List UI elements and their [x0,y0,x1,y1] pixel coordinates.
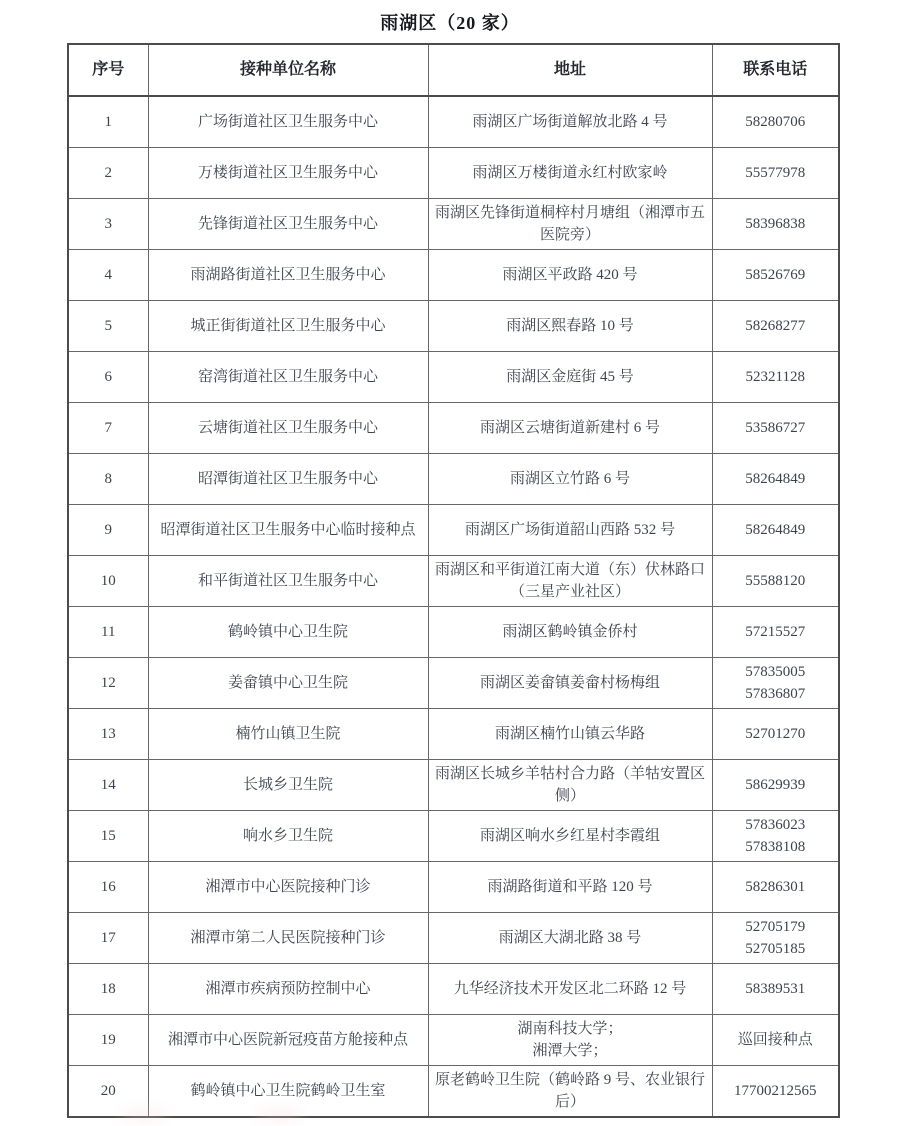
table-header [68,44,839,96]
unit-name-cell: 昭潭街道社区卫生服务中心 [148,454,428,505]
header-row [68,44,839,96]
address-cell: 雨湖区大湖北路 38 号 [428,913,712,964]
address-cell: 雨湖路街道和平路 120 号 [428,862,712,913]
phone-cell: 58286301 [712,862,839,913]
table-row [68,199,839,250]
ordinal-cell: 5 [68,301,148,352]
phone-cell: 53586727 [712,403,839,454]
ordinal-cell: 16 [68,862,148,913]
phone-cell: 58526769 [712,250,839,301]
address-cell: 雨湖区长城乡羊牯村合力路（羊牯安置区侧） [428,760,712,811]
table-row [68,403,839,454]
phone-cell: 58280706 [712,96,839,148]
unit-name-cell: 广场街道社区卫生服务中心 [148,96,428,148]
page-title: 雨湖区（20 家） [380,13,520,33]
address-cell: 雨湖区楠竹山镇云华路 [428,709,712,760]
ordinal-cell: 18 [68,964,148,1015]
vaccination-sites-table [67,43,840,1118]
table-row [68,505,839,556]
ordinal-cell: 20 [68,1066,148,1118]
ordinal-cell: 8 [68,454,148,505]
ordinal-cell: 10 [68,556,148,607]
address-cell: 雨湖区立竹路 6 号 [428,454,712,505]
header-address: 地址 [428,44,712,96]
phone-cell: 58629939 [712,760,839,811]
ordinal-cell: 15 [68,811,148,862]
header-ordinal: 序号 [68,44,148,96]
phone-cell: 55577978 [712,148,839,199]
unit-name-cell: 姜畲镇中心卫生院 [148,658,428,709]
address-cell: 雨湖区万楼街道永红村欧家岭 [428,148,712,199]
header-phone: 联系电话 [712,44,839,96]
phone-cell: 52321128 [712,352,839,403]
phone-cell: 57835005 57836807 [712,658,839,709]
phone-cell: 58268277 [712,301,839,352]
address-cell: 雨湖区响水乡红星村李霞组 [428,811,712,862]
unit-name-cell: 湘潭市疾病预防控制中心 [148,964,428,1015]
table-row [68,658,839,709]
table-row [68,1015,839,1066]
table-row [68,96,839,148]
table-row [68,454,839,505]
table-row [68,862,839,913]
table-row [68,964,839,1015]
address-cell: 雨湖区广场街道解放北路 4 号 [428,96,712,148]
table-row [68,607,839,658]
phone-cell: 58389531 [712,964,839,1015]
address-cell: 雨湖区鹤岭镇金侨村 [428,607,712,658]
ordinal-cell: 19 [68,1015,148,1066]
address-cell: 雨湖区广场街道韶山西路 532 号 [428,505,712,556]
table-row [68,352,839,403]
header-unit-name: 接种单位名称 [148,44,428,96]
unit-name-cell: 响水乡卫生院 [148,811,428,862]
unit-name-cell: 湘潭市中心医院新冠疫苗方舱接种点 [148,1015,428,1066]
address-cell: 原老鹤岭卫生院（鹤岭路 9 号、农业银行后） [428,1066,712,1118]
unit-name-cell: 湘潭市中心医院接种门诊 [148,862,428,913]
phone-cell: 58264849 [712,505,839,556]
unit-name-cell: 万楼街道社区卫生服务中心 [148,148,428,199]
phone-cell: 58264849 [712,454,839,505]
address-cell: 九华经济技术开发区北二环路 12 号 [428,964,712,1015]
address-cell: 雨湖区姜畲镇姜畲村杨梅组 [428,658,712,709]
unit-name-cell: 鹤岭镇中心卫生院 [148,607,428,658]
phone-cell: 52701270 [712,709,839,760]
address-cell: 雨湖区熙春路 10 号 [428,301,712,352]
unit-name-cell: 湘潭市第二人民医院接种门诊 [148,913,428,964]
phone-cell: 52705179 52705185 [712,913,839,964]
ordinal-cell: 6 [68,352,148,403]
ordinal-cell: 13 [68,709,148,760]
phone-cell: 55588120 [712,556,839,607]
phone-cell: 巡回接种点 [712,1015,839,1066]
table-row [68,811,839,862]
unit-name-cell: 先锋街道社区卫生服务中心 [148,199,428,250]
ordinal-cell: 4 [68,250,148,301]
address-cell: 雨湖区和平街道江南大道（东）伏林路口（三星产业社区） [428,556,712,607]
address-cell: 雨湖区先锋街道桐梓村月塘组（湘潭市五医院旁） [428,199,712,250]
ordinal-cell: 12 [68,658,148,709]
address-cell: 雨湖区云塘街道新建村 6 号 [428,403,712,454]
address-cell: 雨湖区平政路 420 号 [428,250,712,301]
table-row [68,1066,839,1118]
unit-name-cell: 雨湖路街道社区卫生服务中心 [148,250,428,301]
ordinal-cell: 9 [68,505,148,556]
unit-name-cell: 窑湾街道社区卫生服务中心 [148,352,428,403]
unit-name-cell: 鹤岭镇中心卫生院鹤岭卫生室 [148,1066,428,1118]
table-row [68,250,839,301]
table-row [68,760,839,811]
ordinal-cell: 11 [68,607,148,658]
ordinal-cell: 7 [68,403,148,454]
unit-name-cell: 楠竹山镇卫生院 [148,709,428,760]
ordinal-cell: 3 [68,199,148,250]
unit-name-cell: 昭潭街道社区卫生服务中心临时接种点 [148,505,428,556]
table-row [68,709,839,760]
unit-name-cell: 城正街街道社区卫生服务中心 [148,301,428,352]
ordinal-cell: 17 [68,913,148,964]
phone-cell: 57215527 [712,607,839,658]
table-row [68,913,839,964]
phone-cell: 58396838 [712,199,839,250]
phone-cell: 17700212565 [712,1066,839,1118]
unit-name-cell: 和平街道社区卫生服务中心 [148,556,428,607]
ordinal-cell: 2 [68,148,148,199]
table-row [68,556,839,607]
table-body [68,96,839,1117]
unit-name-cell: 云塘街道社区卫生服务中心 [148,403,428,454]
phone-cell: 57836023 57838108 [712,811,839,862]
table-row [68,301,839,352]
address-cell: 湖南科技大学； 湘潭大学； [428,1015,712,1066]
unit-name-cell: 长城乡卫生院 [148,760,428,811]
address-cell: 雨湖区金庭街 45 号 [428,352,712,403]
table-row [68,148,839,199]
ordinal-cell: 1 [68,96,148,148]
ordinal-cell: 14 [68,760,148,811]
